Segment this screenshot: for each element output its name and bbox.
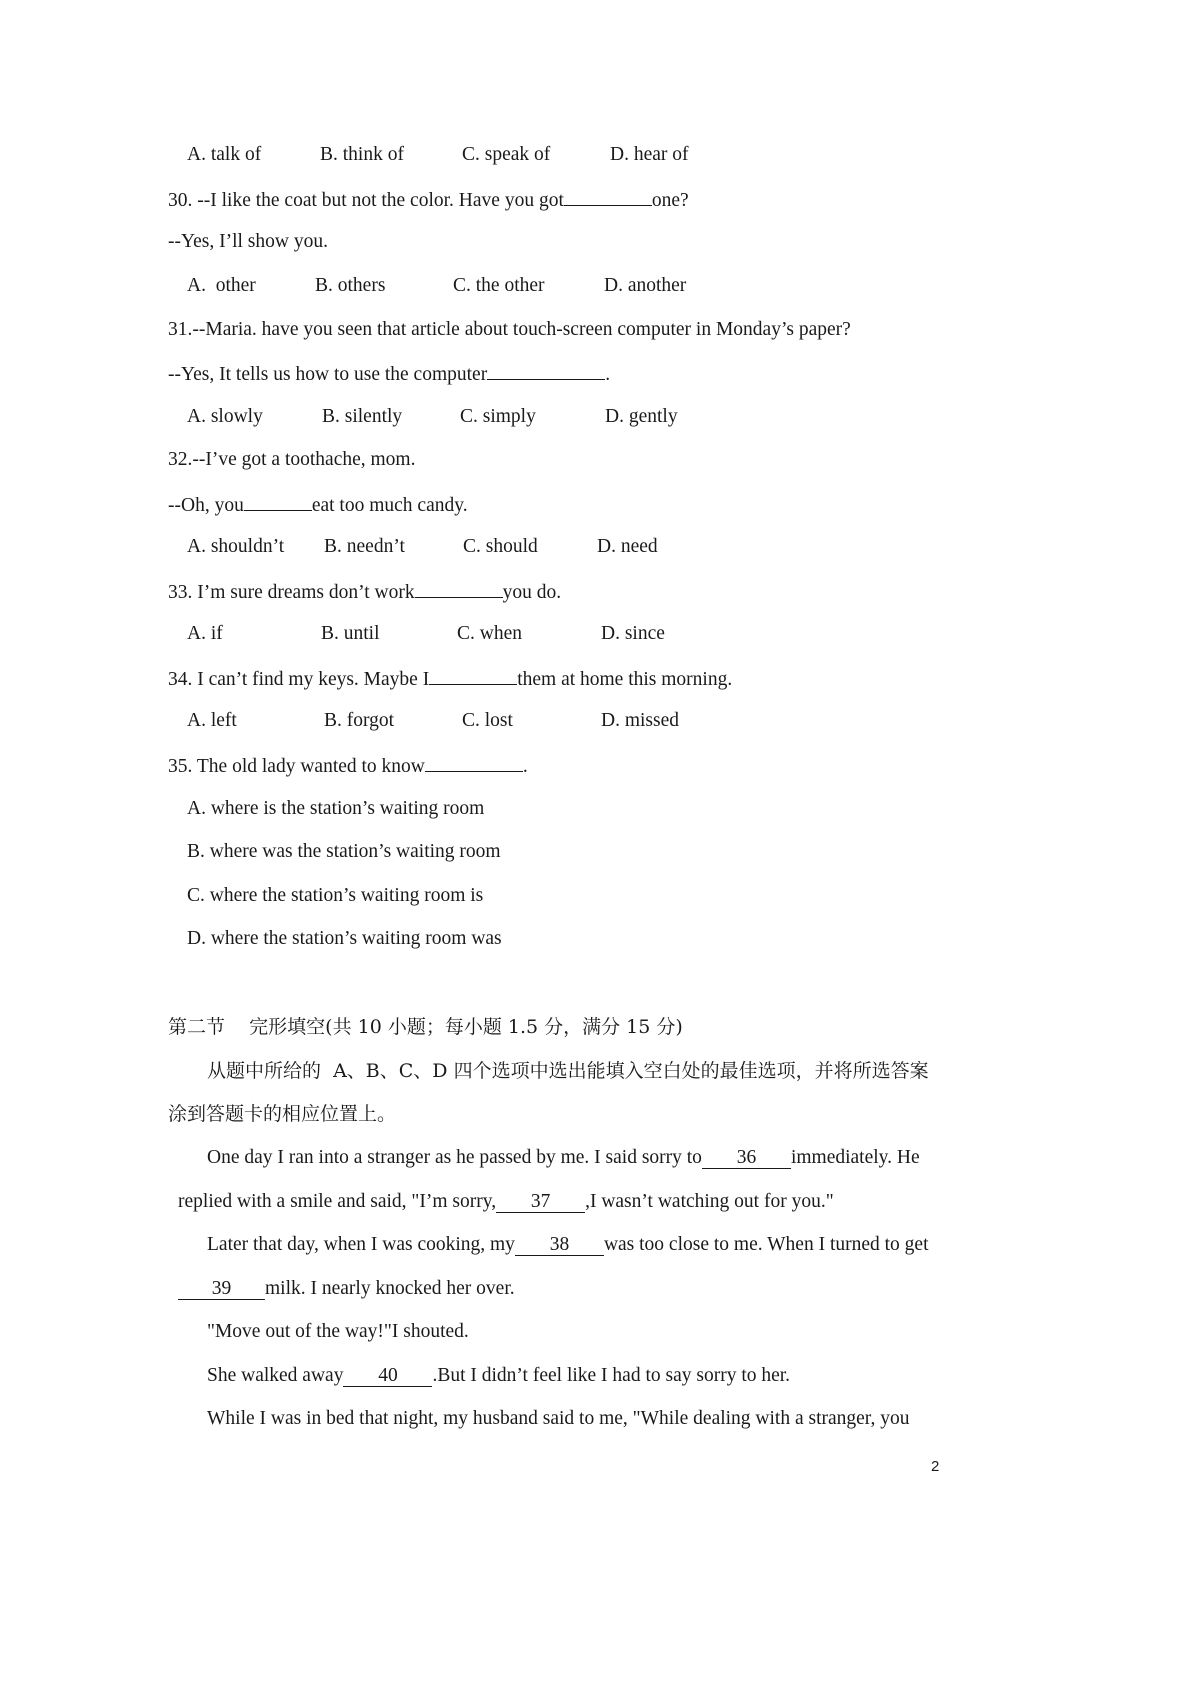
q30-stem-text-a: 30. --I like the coat but not the color. Have you got	[168, 190, 564, 211]
q31-option-a[interactable]: A. slowly	[187, 406, 263, 427]
q32-reply-text-a: --Oh, you	[168, 495, 244, 516]
q35-blank	[425, 752, 523, 772]
q31-options	[187, 404, 787, 430]
passage-line-1	[207, 1145, 920, 1171]
passage-text: milk. I nearly knocked her over.	[265, 1278, 515, 1299]
q32-stem: 32.--I’ve got a toothache, mom.	[168, 449, 416, 470]
q31-reply-text-b: .	[605, 364, 611, 385]
blank-40: 40	[343, 1366, 432, 1387]
q33-stem	[168, 578, 561, 606]
q33-stem-text-a: 33. I’m sure dreams don’t work	[168, 582, 415, 603]
page-number: 2	[931, 1458, 940, 1475]
q31-option-c[interactable]: C. simply	[460, 406, 536, 427]
passage-line-7: While I was in bed that night, my husband said to me, "While dealing with a stranger, you	[207, 1408, 910, 1429]
passage-text: was too close to me. When I turned to get	[603, 1234, 929, 1255]
q32-options	[187, 534, 787, 560]
passage-text: She walked away	[207, 1365, 344, 1386]
blank-36: 36	[702, 1148, 791, 1169]
q31-reply	[168, 360, 610, 388]
q33-option-c[interactable]: C. when	[457, 623, 522, 644]
passage-text: One day I ran into a stranger as he passed by me. I said sorry to	[207, 1147, 702, 1168]
q30-option-a[interactable]: A. other	[187, 275, 256, 296]
q32-option-b[interactable]: B. needn’t	[324, 536, 405, 557]
passage-text: .But I didn’t feel like I had to say sorry to her.	[432, 1365, 791, 1386]
q34-blank	[429, 665, 517, 685]
passage-line-3	[207, 1232, 929, 1258]
q29-option-d[interactable]: D. hear of	[610, 144, 689, 165]
q34-options	[187, 708, 787, 734]
q33-stem-text-b: you do.	[502, 582, 562, 603]
blank-37: 37	[496, 1192, 585, 1213]
q33-option-b[interactable]: B. until	[321, 623, 380, 644]
q31-reply-text-a: --Yes, It tells us how to use the computer	[168, 364, 488, 385]
q30-options	[187, 273, 787, 299]
q33-option-a[interactable]: A. if	[187, 623, 223, 644]
q35-stem-text-b: .	[522, 756, 528, 777]
passage-line-6	[207, 1363, 790, 1389]
blank-38: 38	[515, 1235, 604, 1256]
q34-stem-text-b: them at home this morning.	[517, 669, 733, 690]
q32-option-c[interactable]: C. should	[463, 536, 538, 557]
blank-39: 39	[178, 1279, 265, 1300]
q30-option-b[interactable]: B. others	[315, 275, 386, 296]
passage-line-2	[178, 1189, 834, 1215]
q30-stem-text-b: one?	[651, 190, 689, 211]
q30-option-d[interactable]: D. another	[604, 275, 687, 296]
q35-option-d[interactable]: D. where the station’s waiting room was	[187, 928, 502, 949]
q34-option-a[interactable]: A. left	[187, 710, 237, 731]
section-instruction-line-1: 从题中所给的 A、B、C、D 四个选项中选出能填入空白处的最佳选项，并将所选答案	[207, 1060, 929, 1082]
passage-text: ,I wasn’t watching out for you."	[585, 1191, 834, 1212]
q34-stem	[168, 665, 732, 693]
q35-stem-text-a: 35. The old lady wanted to know	[168, 756, 425, 777]
q29-options	[187, 142, 787, 168]
q31-option-b[interactable]: B. silently	[322, 406, 403, 427]
q31-stem: 31.--Maria. have you seen that article about touch-screen computer in Monday’s paper?	[168, 319, 851, 340]
q32-option-d[interactable]: D. need	[597, 536, 658, 557]
q32-reply	[168, 491, 468, 519]
q33-options	[187, 621, 787, 647]
section-heading: 第二节 完形填空(共 10 小题；每小题 1.5 分，满分 15 分)	[168, 1016, 683, 1038]
q32-blank	[244, 491, 312, 511]
q34-option-c[interactable]: C. lost	[462, 710, 513, 731]
q34-stem-text-a: 34. I can’t find my keys. Maybe I	[168, 669, 430, 690]
passage-line-5: "Move out of the way!"I shouted.	[207, 1321, 469, 1342]
q33-blank	[415, 578, 503, 598]
passage-line-4	[178, 1276, 515, 1302]
section-instruction-line-2: 涂到答题卡的相应位置上。	[168, 1103, 397, 1125]
passage-text: immediately. He	[790, 1147, 920, 1168]
q31-blank	[487, 360, 605, 380]
q33-option-d[interactable]: D. since	[601, 623, 665, 644]
passage-text: replied with a smile and said, "I’m sorry,	[178, 1191, 497, 1212]
q34-option-d[interactable]: D. missed	[601, 710, 679, 731]
q35-option-b[interactable]: B. where was the station’s waiting room	[187, 841, 501, 862]
q30-option-c[interactable]: C. the other	[453, 275, 545, 296]
q30-reply: --Yes, I’ll show you.	[168, 231, 328, 252]
q32-reply-text-b: eat too much candy.	[311, 495, 468, 516]
q30-stem	[168, 186, 689, 214]
q34-option-b[interactable]: B. forgot	[324, 710, 395, 731]
q30-blank	[564, 186, 652, 206]
q35-option-a[interactable]: A. where is the station’s waiting room	[187, 798, 485, 819]
q32-option-a[interactable]: A. shouldn’t	[187, 536, 285, 557]
q35-option-c[interactable]: C. where the station’s waiting room is	[187, 885, 484, 906]
q29-option-b[interactable]: B. think of	[320, 144, 404, 165]
passage-text: Later that day, when I was cooking, my	[207, 1234, 515, 1255]
q35-stem	[168, 752, 528, 780]
q31-option-d[interactable]: D. gently	[605, 406, 678, 427]
q29-option-a[interactable]: A. talk of	[187, 144, 262, 165]
q29-option-c[interactable]: C. speak of	[462, 144, 551, 165]
